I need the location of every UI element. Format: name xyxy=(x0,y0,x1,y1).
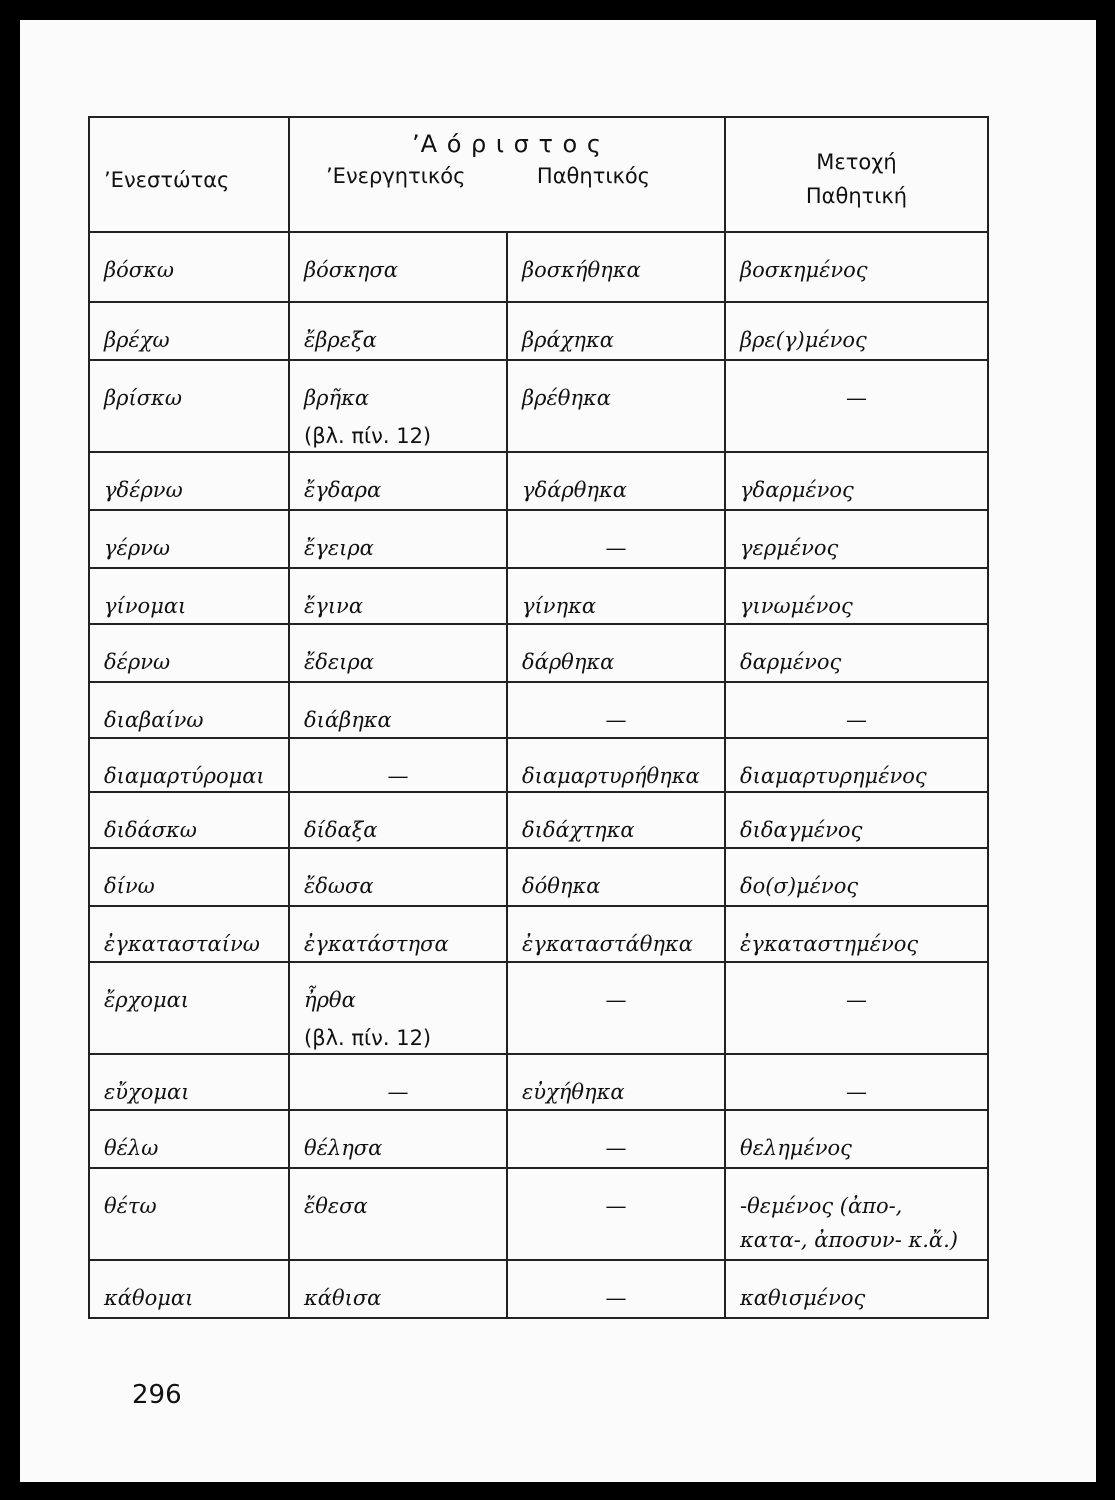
cell-active xyxy=(289,906,507,962)
cell-participle xyxy=(725,510,988,568)
page-number: 296 xyxy=(132,1380,182,1410)
cell-present-text: διαμαρτύρομαι xyxy=(104,764,265,788)
table-row xyxy=(89,510,988,568)
cell-active-text: ἦρθα xyxy=(304,988,356,1012)
cell-active xyxy=(289,738,507,792)
cell-active xyxy=(289,682,507,738)
cell-passive-text: — xyxy=(605,536,627,560)
cell-active-text: ἔδωσα xyxy=(304,874,374,898)
header-aorist-label: ’Α ό ρ ι σ τ ο ς xyxy=(412,130,602,158)
cell-passive-text: διαμαρτυρήθηκα xyxy=(522,764,700,788)
cell-active-text: διάβηκα xyxy=(304,708,392,732)
header-active-label: ’Ενεργητικός xyxy=(326,164,466,188)
cell-present xyxy=(89,232,289,302)
cell-passive xyxy=(507,568,725,624)
cell-participle xyxy=(725,452,988,510)
cell-active xyxy=(289,568,507,624)
table-row xyxy=(89,682,988,738)
cell-present xyxy=(89,962,289,1054)
table-row xyxy=(89,962,988,1054)
cell-participle-text: θελημένος xyxy=(740,1136,852,1160)
table-row xyxy=(89,232,988,302)
cell-present xyxy=(89,1054,289,1110)
cell-active xyxy=(289,1110,507,1168)
cell-present xyxy=(89,302,289,360)
cell-active-text: θέλησα xyxy=(304,1136,383,1160)
cell-active-text: κάθισα xyxy=(304,1286,382,1310)
cell-participle xyxy=(725,962,988,1054)
cell-present-text: γδέρνω xyxy=(104,478,183,502)
cell-participle xyxy=(725,568,988,624)
cell-passive xyxy=(507,360,725,452)
cell-participle xyxy=(725,792,988,848)
cell-passive xyxy=(507,1260,725,1318)
cell-passive-text: δόθηκα xyxy=(522,874,601,898)
cell-active-text: — xyxy=(387,764,409,788)
header-passive-label: Παθητικός xyxy=(536,164,650,188)
cell-present-text: διαβαίνω xyxy=(104,708,204,732)
cell-participle-text: — xyxy=(846,1080,867,1104)
cell-active-text: — xyxy=(387,1080,409,1104)
cell-passive xyxy=(507,302,725,360)
cell-participle-note: κατα-, ἀποσυν- κ.ἄ.) xyxy=(740,1228,958,1252)
cell-present xyxy=(89,1110,289,1168)
cell-passive xyxy=(507,452,725,510)
cell-passive-text: γδάρθηκα xyxy=(522,478,627,502)
cell-present xyxy=(89,624,289,682)
cell-participle xyxy=(725,1054,988,1110)
cell-active-text: ἔγειρα xyxy=(304,536,374,560)
cell-active-text: βόσκησα xyxy=(304,258,398,282)
cell-passive xyxy=(507,682,725,738)
cell-passive-text: — xyxy=(605,988,627,1012)
cell-present-text: διδάσκω xyxy=(104,818,197,842)
cell-present xyxy=(89,568,289,624)
table-row xyxy=(89,1110,988,1168)
cell-present-text: βρέχω xyxy=(104,328,170,352)
cell-passive xyxy=(507,1110,725,1168)
cell-participle xyxy=(725,682,988,738)
cell-participle-text: διαμαρτυρημένος xyxy=(740,764,927,788)
table-row xyxy=(89,624,988,682)
cell-participle-text: δαρμένος xyxy=(740,650,842,674)
header-present-label: ’Ενεστώτας xyxy=(104,167,230,192)
cell-participle-text: καθισμένος xyxy=(740,1286,866,1310)
cell-active xyxy=(289,302,507,360)
table-row xyxy=(89,792,988,848)
cell-active xyxy=(289,792,507,848)
table-row xyxy=(89,1168,988,1260)
header-aorist xyxy=(289,117,725,232)
cell-active xyxy=(289,1168,507,1260)
cell-active-text: ἐγκατάστησα xyxy=(304,932,449,956)
cell-present-text: εὔχομαι xyxy=(104,1080,190,1104)
cell-participle-text: -θεμένος (ἀπο-, xyxy=(740,1194,903,1218)
cell-passive-text: βοσκήθηκα xyxy=(522,258,641,282)
cell-passive-text: — xyxy=(605,708,627,732)
cell-present xyxy=(89,510,289,568)
cell-passive xyxy=(507,232,725,302)
table-row xyxy=(89,1260,988,1318)
cell-present-text: θέλω xyxy=(104,1136,159,1160)
cell-present xyxy=(89,738,289,792)
cell-participle-text: βρε(γ)μένος xyxy=(740,328,867,352)
cell-passive xyxy=(507,624,725,682)
cell-participle xyxy=(725,624,988,682)
verb-table-body xyxy=(89,232,988,1318)
cell-participle-text: γινωμένος xyxy=(740,594,853,618)
cell-present-text: ἐγκατασταίνω xyxy=(104,932,260,956)
header-participle-line1: Μετοχή xyxy=(816,149,897,174)
table-row xyxy=(89,1054,988,1110)
cell-passive-text: γίνηκα xyxy=(522,594,597,618)
cell-participle-text: δο(σ)μένος xyxy=(740,874,859,898)
cell-passive-text: — xyxy=(605,1136,627,1160)
cell-passive-text: βράχηκα xyxy=(522,328,614,352)
cell-present-text: γίνομαι xyxy=(104,594,187,618)
table-row xyxy=(89,360,988,452)
cell-participle-text: — xyxy=(846,386,867,410)
cell-passive-text: δάρθηκα xyxy=(522,650,615,674)
cell-passive-text: — xyxy=(605,1286,627,1310)
cell-participle xyxy=(725,906,988,962)
table-row xyxy=(89,848,988,906)
cell-present-text: βρίσκω xyxy=(104,386,182,410)
cell-passive-text: ἐγκαταστάθηκα xyxy=(522,932,693,956)
cell-present xyxy=(89,1168,289,1260)
cell-participle xyxy=(725,1110,988,1168)
cell-present-text: ἔρχομαι xyxy=(104,988,190,1012)
cell-passive xyxy=(507,906,725,962)
cell-active xyxy=(289,1054,507,1110)
cell-present xyxy=(89,848,289,906)
cell-participle xyxy=(725,360,988,452)
cell-active xyxy=(289,1260,507,1318)
cell-participle xyxy=(725,1260,988,1318)
cell-active xyxy=(289,624,507,682)
cell-active-note: (βλ. πίν. 12) xyxy=(304,1026,432,1050)
cell-passive xyxy=(507,510,725,568)
cell-active-text: βρῆκα xyxy=(304,386,370,410)
cell-active xyxy=(289,452,507,510)
cell-passive-text: βρέθηκα xyxy=(522,386,611,410)
cell-active-text: ἔθεσα xyxy=(304,1194,368,1218)
cell-passive xyxy=(507,1168,725,1260)
cell-present-text: θέτω xyxy=(104,1194,157,1218)
cell-participle xyxy=(725,232,988,302)
cell-participle xyxy=(725,302,988,360)
cell-participle-text: γερμένος xyxy=(740,536,839,560)
cell-active-note: (βλ. πίν. 12) xyxy=(304,424,432,448)
header-participle xyxy=(725,117,988,232)
cell-present-text: δίνω xyxy=(104,874,155,898)
cell-passive-text: διδάχτηκα xyxy=(522,818,635,842)
cell-passive xyxy=(507,848,725,906)
cell-active-text: ἔδειρα xyxy=(304,650,374,674)
cell-participle-text: διδαγμένος xyxy=(740,818,863,842)
cell-present xyxy=(89,360,289,452)
cell-passive xyxy=(507,738,725,792)
cell-active-text: ἔγινα xyxy=(304,594,364,618)
cell-present-text: δέρνω xyxy=(104,650,171,674)
cell-participle xyxy=(725,1168,988,1260)
cell-present xyxy=(89,792,289,848)
cell-participle-text: — xyxy=(846,708,867,732)
cell-active-text: δίδαξα xyxy=(304,818,378,842)
cell-present xyxy=(89,682,289,738)
cell-active-text: ἔγδαρα xyxy=(304,478,382,502)
table-row xyxy=(89,906,988,962)
cell-passive-text: εὐχήθηκα xyxy=(522,1080,625,1104)
cell-passive-text: — xyxy=(605,1194,627,1218)
cell-active xyxy=(289,510,507,568)
table-row xyxy=(89,302,988,360)
cell-present xyxy=(89,1260,289,1318)
header-participle-line2: Παθητική xyxy=(805,183,908,208)
table-row xyxy=(89,452,988,510)
cell-active xyxy=(289,848,507,906)
cell-present-text: γέρνω xyxy=(104,536,171,560)
cell-present-text: κάθομαι xyxy=(104,1286,194,1310)
cell-participle-text: — xyxy=(846,988,867,1012)
cell-passive xyxy=(507,1054,725,1110)
cell-participle-text: ἐγκαταστημένος xyxy=(740,932,919,956)
cell-passive xyxy=(507,792,725,848)
verb-table xyxy=(88,116,989,1319)
cell-active xyxy=(289,232,507,302)
cell-active-text: ἔβρεξα xyxy=(304,328,377,352)
cell-active xyxy=(289,360,507,452)
table-row xyxy=(89,568,988,624)
cell-participle-text: βοσκημένος xyxy=(740,258,868,282)
cell-active xyxy=(289,962,507,1054)
cell-participle-text: γδαρμένος xyxy=(740,478,854,502)
header-present xyxy=(89,117,289,232)
cell-passive xyxy=(507,962,725,1054)
book-page xyxy=(20,20,1096,1482)
cell-participle xyxy=(725,848,988,906)
cell-present-text: βόσκω xyxy=(104,258,175,282)
cell-participle xyxy=(725,738,988,792)
cell-present xyxy=(89,906,289,962)
table-row xyxy=(89,738,988,792)
cell-present xyxy=(89,452,289,510)
